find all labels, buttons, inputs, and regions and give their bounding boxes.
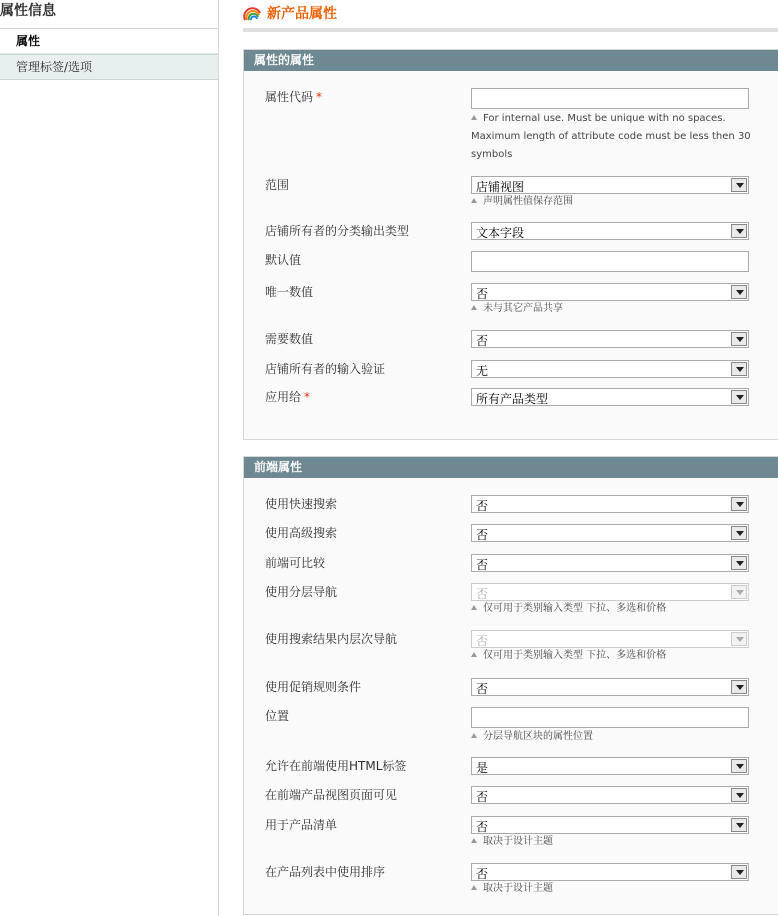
chevron-down-icon xyxy=(731,865,747,879)
select-value: 否 xyxy=(476,820,489,834)
chevron-down-icon xyxy=(731,585,747,599)
position-note: 分层导航区块的属性位置 xyxy=(471,728,756,746)
chevron-down-icon xyxy=(731,497,747,511)
chevron-down-icon xyxy=(731,285,747,299)
select-value: 否 xyxy=(476,682,489,696)
chevron-down-icon xyxy=(731,178,747,192)
page-header xyxy=(243,0,778,32)
unique-label: 唯一数值 xyxy=(265,285,314,299)
product-listing-select[interactable] xyxy=(471,816,749,834)
promo-rules-select[interactable] xyxy=(471,678,749,696)
chevron-down-icon xyxy=(731,556,747,570)
select-value: 所有产品类型 xyxy=(476,392,549,406)
sorting-select[interactable] xyxy=(471,863,749,881)
required-star: * xyxy=(304,390,311,404)
product-listing-note: 取决于设计主题 xyxy=(471,833,756,851)
select-value: 否 xyxy=(476,528,489,542)
section-header: 属性的属性 xyxy=(244,50,778,71)
sidebar xyxy=(0,0,219,916)
comparable-label: 前端可比较 xyxy=(265,556,326,570)
html-tags-select[interactable] xyxy=(471,757,749,775)
input-type-label: 店铺所有者的分类输出类型 xyxy=(265,224,410,238)
required-star: * xyxy=(316,90,323,104)
select-value: 否 xyxy=(476,287,489,301)
unique-note: 未与其它产品共享 xyxy=(471,300,756,318)
position-label: 位置 xyxy=(265,709,290,723)
scope-select[interactable] xyxy=(471,176,749,194)
chevron-down-icon xyxy=(731,332,747,346)
attribute-code-input[interactable] xyxy=(471,88,749,109)
position-input[interactable] xyxy=(471,707,749,728)
sidebar-title: 属性信息 xyxy=(0,0,218,29)
chevron-down-icon xyxy=(731,818,747,832)
sidebar-item-properties[interactable]: 属性 xyxy=(0,29,218,54)
visible-frontend-label: 在前端产品视图页面可见 xyxy=(265,788,398,802)
page-title: 新产品属性 xyxy=(267,6,337,22)
product-listing-label: 用于产品清单 xyxy=(265,818,338,832)
select-value: 无 xyxy=(476,364,489,378)
note-icon xyxy=(471,305,477,310)
quick-search-select[interactable] xyxy=(471,495,749,513)
layered-nav-note: 仅可用于类别输入类型 下拉、多选和价格 xyxy=(471,600,756,618)
chevron-down-icon xyxy=(731,632,747,646)
note-icon xyxy=(471,838,477,843)
required-label: 需要数值 xyxy=(265,332,314,346)
select-value: 是 xyxy=(476,761,489,775)
layered-nav-label: 使用分层导航 xyxy=(265,585,338,599)
select-value: 否 xyxy=(476,587,489,601)
advanced-search-label: 使用高级搜索 xyxy=(265,526,338,540)
visible-frontend-select[interactable] xyxy=(471,786,749,804)
promo-rules-label: 使用促销规则条件 xyxy=(265,680,362,694)
scope-label: 范围 xyxy=(265,178,290,192)
chevron-down-icon xyxy=(731,759,747,773)
note-icon xyxy=(471,115,477,120)
default-value-label: 默认值 xyxy=(265,253,302,267)
layered-nav-select xyxy=(471,583,749,601)
select-value: 否 xyxy=(476,558,489,572)
select-value: 否 xyxy=(476,867,489,881)
sorting-note: 取决于设计主题 xyxy=(471,880,756,898)
note-icon xyxy=(471,885,477,890)
required-select[interactable] xyxy=(471,330,749,348)
apply-to-select[interactable] xyxy=(471,388,749,406)
chevron-down-icon xyxy=(731,224,747,238)
frontend-properties-section xyxy=(243,456,778,915)
chevron-down-icon xyxy=(731,526,747,540)
search-layered-select xyxy=(471,630,749,648)
search-layered-label: 使用搜索结果内层次导航 xyxy=(265,632,398,646)
validation-label: 店铺所有者的输入验证 xyxy=(265,362,386,376)
note-icon xyxy=(471,652,477,657)
section-header: 前端属性 xyxy=(244,457,778,478)
select-value: 文本字段 xyxy=(476,226,525,240)
select-value: 否 xyxy=(476,790,489,804)
input-type-select[interactable] xyxy=(471,222,749,240)
html-tags-label: 允许在前端使用HTML标签 xyxy=(265,759,407,773)
attribute-code-note: For internal use. Must be unique with no spaces. Maximum length of attribute code must be less then 30 symbols xyxy=(471,113,751,160)
apply-to-label: 应用给 * xyxy=(265,390,311,404)
attribute-properties-section xyxy=(243,49,778,440)
sorting-label: 在产品列表中使用排序 xyxy=(265,865,386,879)
select-value: 否 xyxy=(476,334,489,348)
default-value-input[interactable] xyxy=(471,251,749,272)
unique-select[interactable] xyxy=(471,283,749,301)
sidebar-item-manage-labels[interactable]: 管理标签/选项 xyxy=(0,54,218,80)
note-icon xyxy=(471,198,477,203)
note-icon xyxy=(471,733,477,738)
select-value: 否 xyxy=(476,634,489,648)
chevron-down-icon xyxy=(731,390,747,404)
chevron-down-icon xyxy=(731,788,747,802)
validation-select[interactable] xyxy=(471,360,749,378)
chevron-down-icon xyxy=(731,362,747,376)
note-icon xyxy=(471,605,477,610)
rainbow-icon xyxy=(243,4,261,22)
select-value: 否 xyxy=(476,499,489,513)
comparable-select[interactable] xyxy=(471,554,749,572)
advanced-search-select[interactable] xyxy=(471,524,749,542)
quick-search-label: 使用快速搜索 xyxy=(265,497,338,511)
select-value: 店铺视图 xyxy=(476,180,525,194)
chevron-down-icon xyxy=(731,680,747,694)
attribute-code-label: 属性代码 * xyxy=(265,90,323,104)
search-layered-note: 仅可用于类别输入类型 下拉、多选和价格 xyxy=(471,647,756,665)
scope-note: 声明属性值保存范围 xyxy=(471,193,756,211)
